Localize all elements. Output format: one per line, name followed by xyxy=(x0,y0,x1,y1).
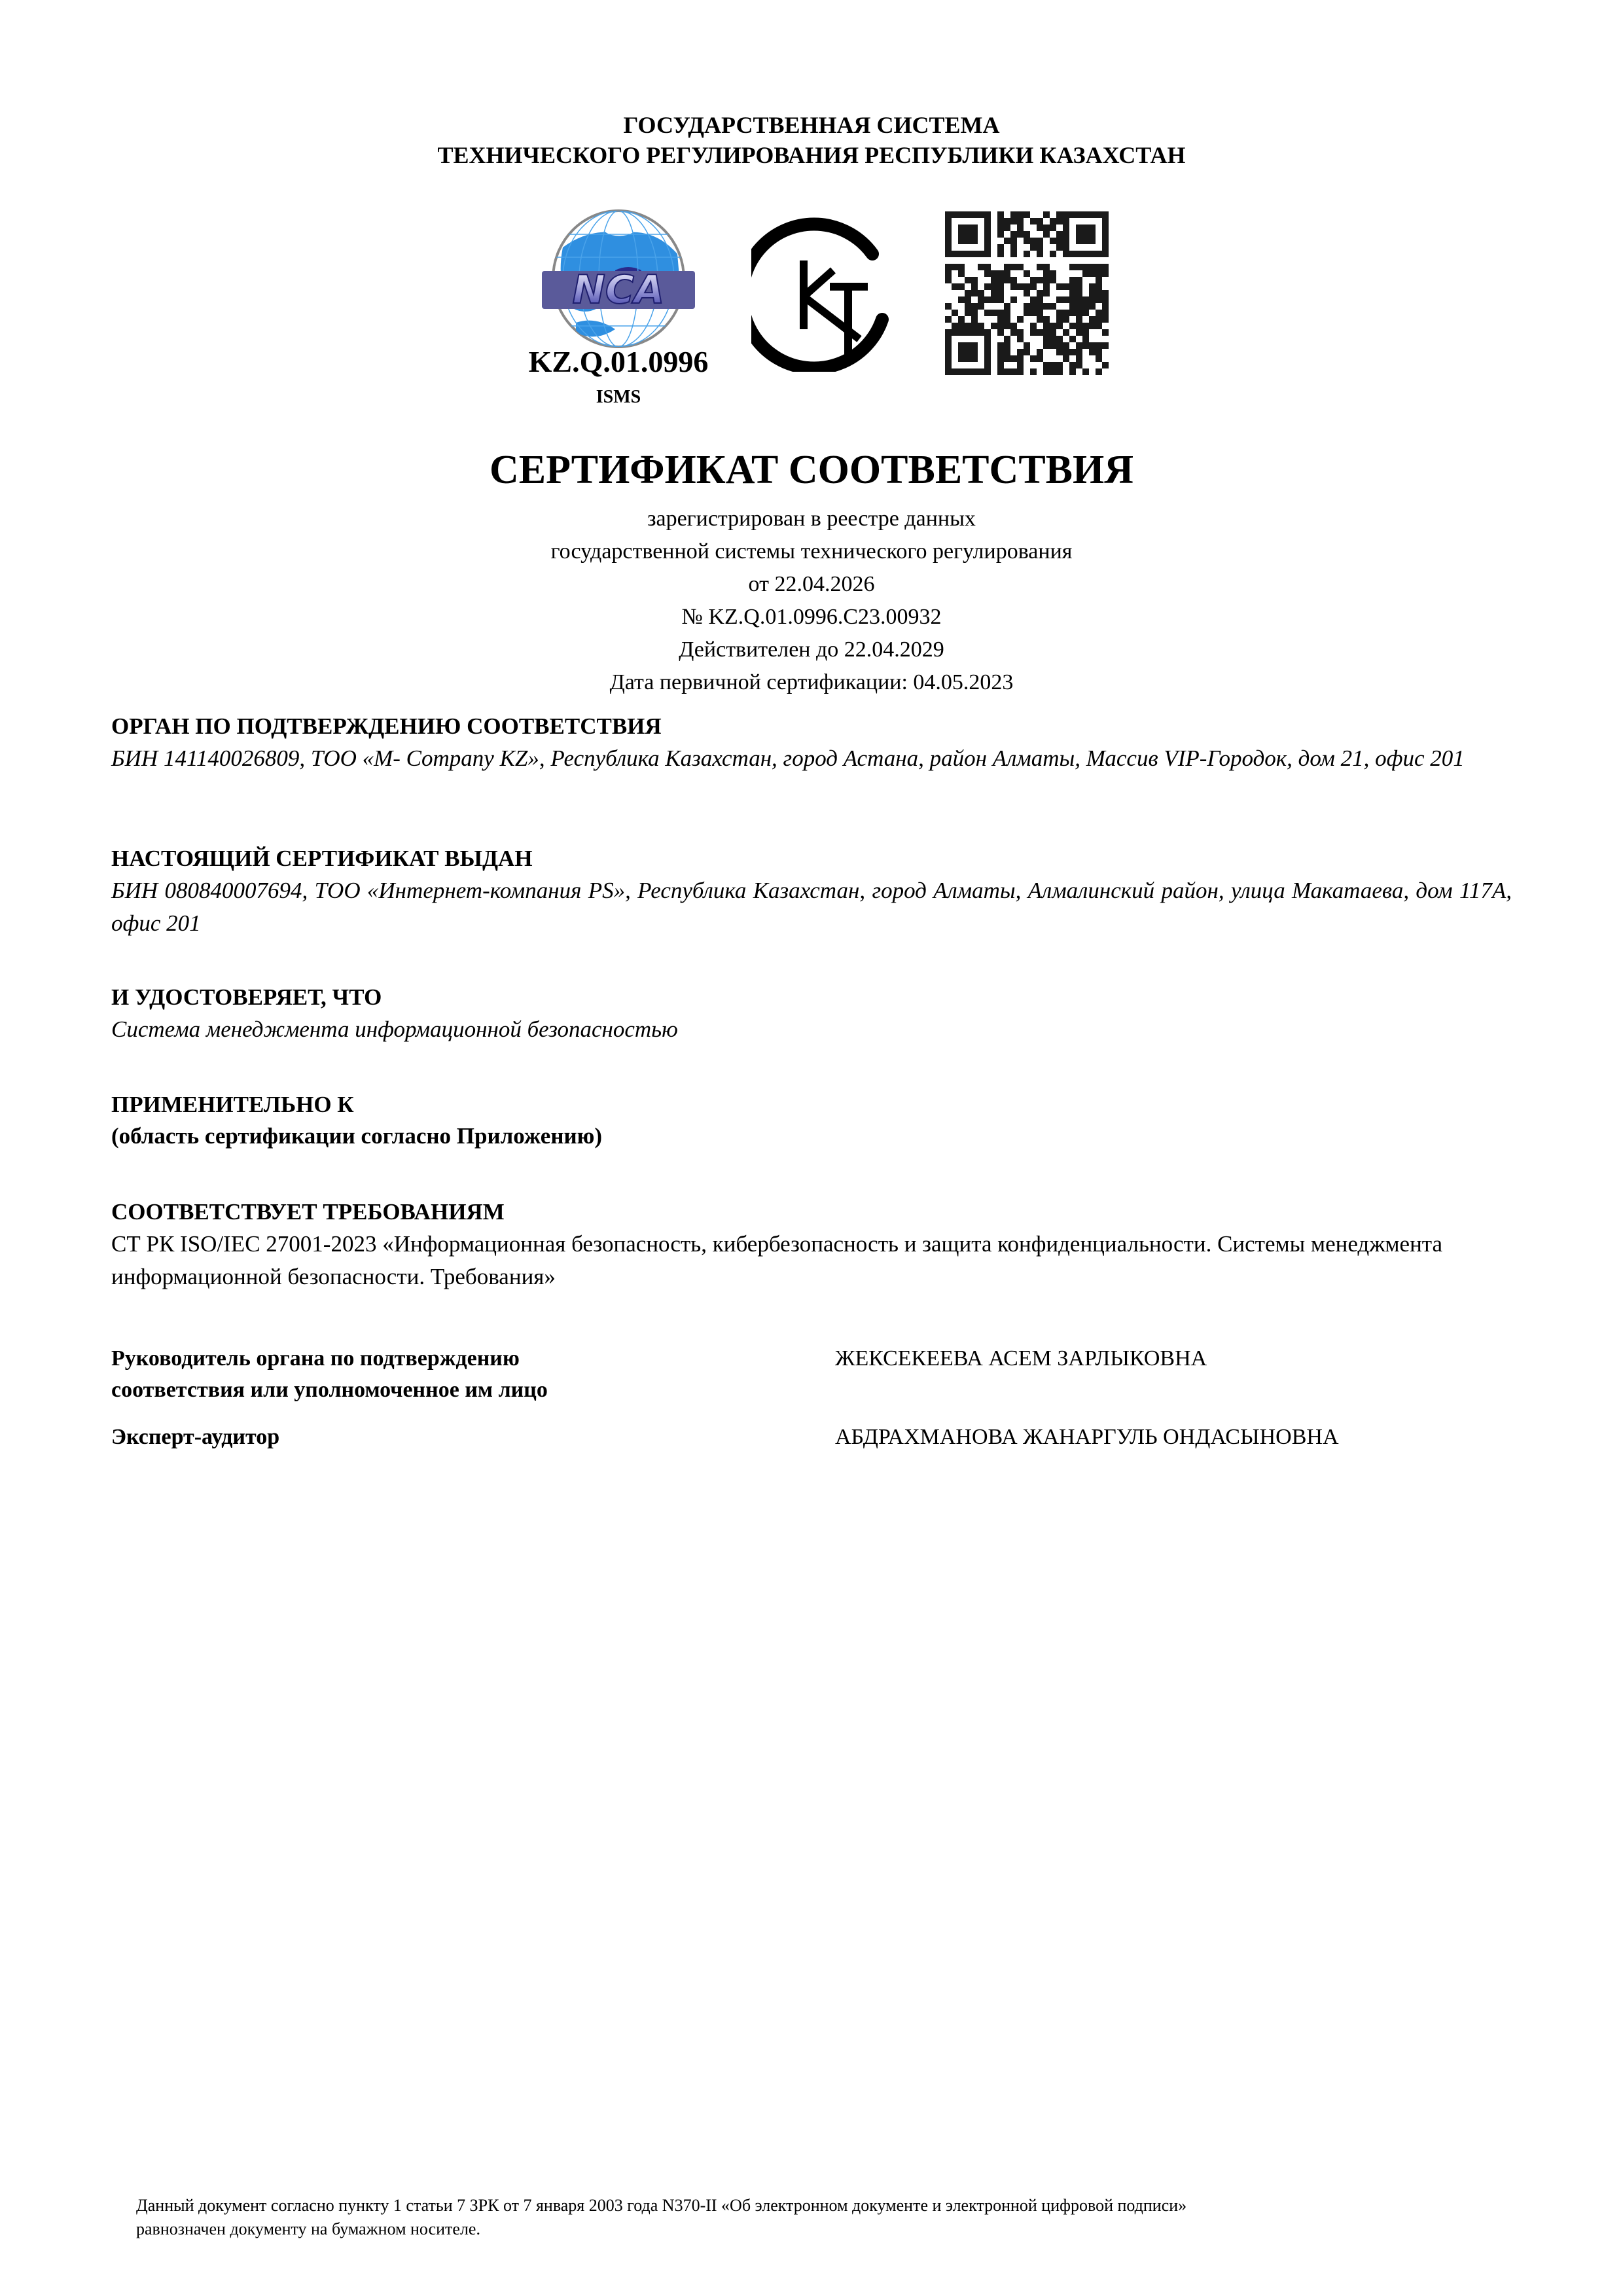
header-line-2: ТЕХНИЧЕСКОГО РЕГУЛИРОВАНИЯ РЕСПУБЛИКИ КАЗАХСТАН xyxy=(437,142,1186,168)
section-heading: ОРГАН ПО ПОДТВЕРЖДЕНИЮ СООТВЕТСТВИЯ xyxy=(111,713,662,739)
section-heading: ПРИМЕНИТЕЛЬНО К xyxy=(111,1092,354,1117)
section-certification-body xyxy=(111,711,1512,775)
signatory-role-line-1: Эксперт-аудитор xyxy=(111,1425,280,1449)
certificate-title: СЕРТИФИКАТ СООТВЕТСТВИЯ xyxy=(489,448,1134,492)
header-line-1: ГОСУДАРСТВЕННАЯ СИСТЕМА xyxy=(623,112,1000,138)
section-body: СТ РК ISO/IEC 27001-2023 «Информационная безопасность, кибербезопасность и защита конфиденциальности. Системы менеджмента информационной безопасности. Требования» xyxy=(111,1231,1443,1289)
section-issued-to xyxy=(111,843,1512,940)
signatory-name-head: ЖЕКСЕКЕЕВА АСЕМ ЗАРЛЫКОВНА xyxy=(835,1346,1207,1371)
certificate-number: № KZ.Q.01.0996.С23.00932 xyxy=(681,605,942,629)
footer-line-2: равнозначен документу на бумажном носителе. xyxy=(136,2219,480,2238)
signatory-role-head xyxy=(111,1343,700,1406)
registered-line-1: зарегистрирован в реестре данных xyxy=(647,507,976,531)
legal-footer xyxy=(136,2194,1510,2241)
section-certifies-that xyxy=(111,982,1512,1046)
section-heading: И УДОСТОВЕРЯЕТ, ЧТО xyxy=(111,984,382,1010)
signatory-role-auditor xyxy=(111,1422,700,1453)
svg-text:NCA: NCA xyxy=(572,267,665,313)
registered-line-2: государственной системы технического регулирования xyxy=(550,539,1073,564)
registration-date: от 22.04.2026 xyxy=(748,572,875,596)
accreditation-code: KZ.Q.01.0996 xyxy=(528,345,709,378)
signatory-role-line-1: Руководитель органа по подтверждению xyxy=(111,1346,520,1371)
section-requirements xyxy=(111,1196,1512,1293)
valid-until: Действителен до 22.04.2029 xyxy=(679,637,944,662)
footer-line-1: Данный документ согласно пункту 1 статьи 7 ЗРК от 7 января 2003 года N370-II «Об электронном документе и электронной цифровой подписи» xyxy=(136,2196,1187,2215)
kt-mark-icon xyxy=(751,215,908,372)
section-applicable-to xyxy=(111,1089,1512,1152)
globe-icon xyxy=(537,208,700,349)
issuing-authority-header xyxy=(0,110,1623,170)
section-body: Система менеджмента информационной безопасностью xyxy=(111,1016,678,1042)
conformity-mark-kt-logo xyxy=(751,215,908,372)
section-heading: СООТВЕТСТВУЕТ ТРЕБОВАНИЯМ xyxy=(111,1199,505,1225)
qr-code-icon xyxy=(945,211,1109,375)
signatory-role-line-2: соответствия или уполномоченное им лицо xyxy=(111,1378,548,1402)
signatory-name-auditor: АБДРАХМАНОВА ЖАНАРГУЛЬ ОНДАСЫНОВНА xyxy=(835,1425,1339,1449)
scheme-label: ISMS xyxy=(596,387,641,407)
section-body: БИН 141140026809, ТОО «M- Company KZ», Республика Казахстан, город Астана, район Алматы, Массив VIP-Городок, дом 21, офис 201 xyxy=(111,745,1465,771)
verification-qr-code[interactable] xyxy=(945,211,1109,375)
first-certification-date: Дата первичной сертификации: 04.05.2023 xyxy=(609,670,1014,694)
nca-globe-logo xyxy=(537,208,700,349)
registration-info xyxy=(0,503,1623,699)
section-body: (область сертификации согласно Приложению) xyxy=(111,1123,603,1149)
section-heading: НАСТОЯЩИЙ СЕРТИФИКАТ ВЫДАН xyxy=(111,846,533,871)
section-body: БИН 080840007694, ТОО «Интернет-компания PS», Республика Казахстан, город Алматы, Алмалинский район, улица Макатаева, дом 117А, офис 201 xyxy=(111,878,1512,936)
